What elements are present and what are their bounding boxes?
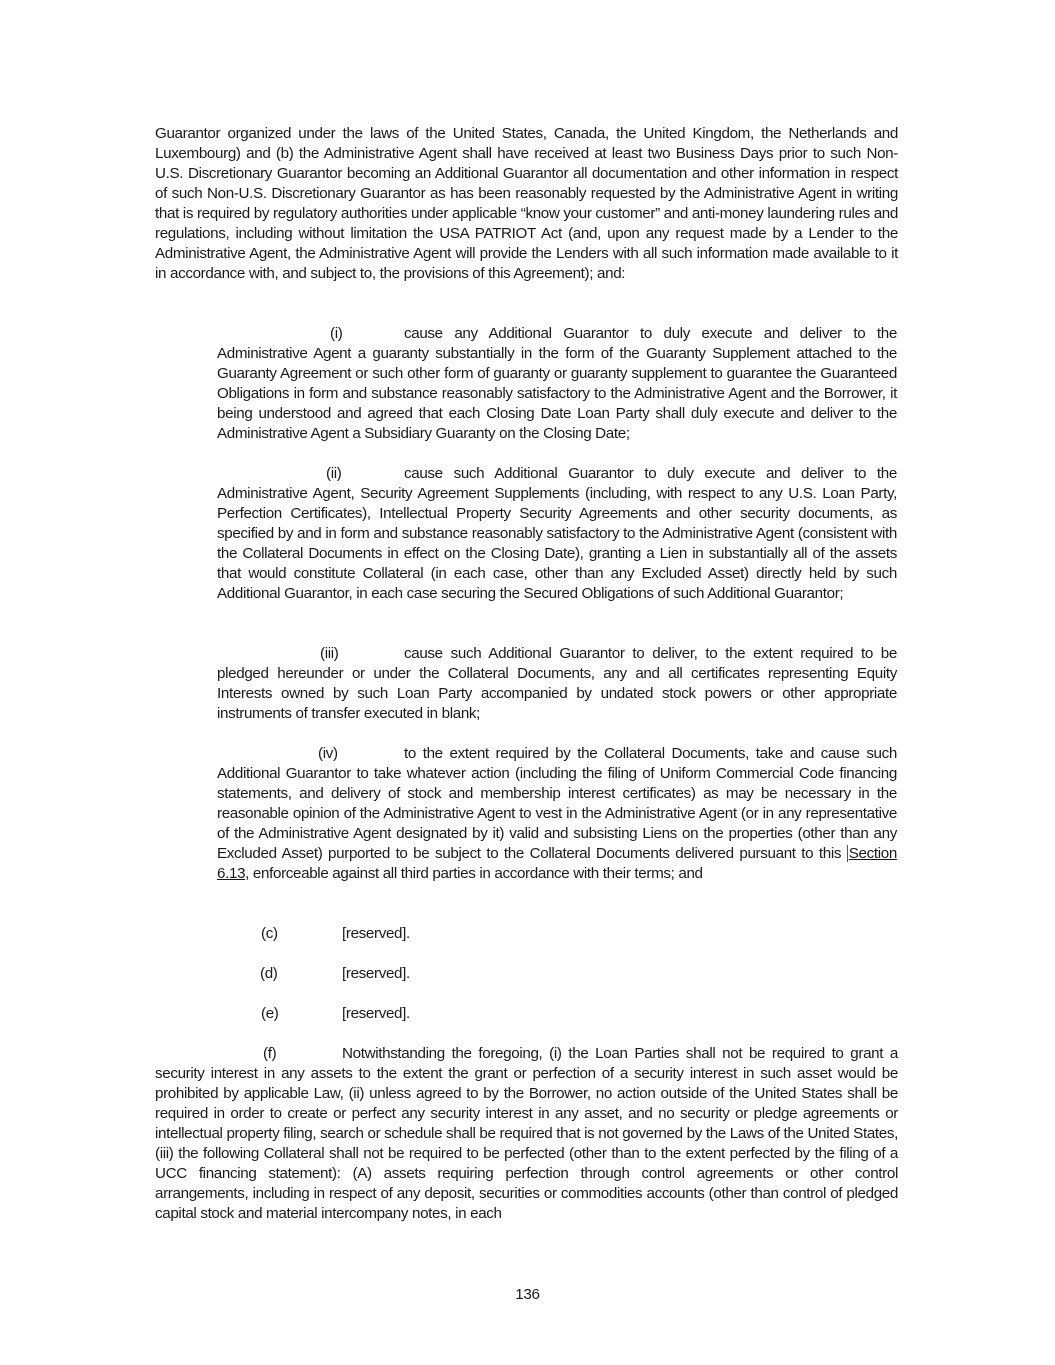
clause-e-text: [reserved]. — [342, 1005, 410, 1022]
clause-ii-text: cause such Additional Guarantor to duly execute and deliver to the Administrative Agent, Security Agreement Supplements (including, with respect to any U.S. Loan Party, Perfection Certificates), Intellectual Property Security Agreements and other security documents, as specified by and in form and substance reasonably satisfactory to the Administrative Agent (consistent with the Collateral Documents in effect on the Closing Date), granting a Lien in substantially all of the assets that would constitute Collateral (in each case, other than any Excluded Asset) directly held by such Additional Guarantor, in each case securing the Secured Obligations of such Additional Guarantor; — [217, 465, 897, 602]
clause-d-label: (d) — [260, 965, 278, 982]
clause-iv — [217, 744, 897, 884]
page-number: 136 — [515, 1286, 540, 1303]
clause-d-text: [reserved]. — [342, 965, 410, 982]
clause-f-text: Notwithstanding the foregoing, (i) the Loan Parties shall not be required to grant a security interest in any assets to the extent the grant or perfection of a security interest in such asset would be prohibited by applicable Law, (ii) unless agreed to by the Borrower, no action outside of the United States shall be required in order to create or perfect any security interest in any asset, and no security or pledge agreements or intellectual property filing, search or schedule shall be required that is not governed by the Laws of the United States, (iii) the following Collateral shall not be required to be perfected (other than to the extent perfected by the filing of a UCC financing statement): (A) assets requiring perfection through control agreements or other control arrangements, including in respect of any deposit, securities or commodities accounts (other than control of pledged capital stock and material intercompany notes, in each — [155, 1045, 898, 1222]
clause-iv-text-after: , enforceable against all third parties in accordance with their terms; and — [245, 865, 703, 882]
clause-iii-text: cause such Additional Guarantor to deliver, to the extent required to be pledged hereunder or under the Collateral Documents, any and all certificates representing Equity Interests owned by such Loan Party accompanied by undated stock powers or other appropriate instruments of transfer executed in blank; — [217, 645, 897, 722]
clause-ii — [217, 464, 897, 604]
clause-iv-label: (iv) — [318, 745, 338, 762]
clause-iii-label: (iii) — [320, 645, 339, 662]
intro-paragraph: Guarantor organized under the laws of the United States, Canada, the United Kingdom, the Netherlands and Luxembourg) and (b) the Administrative Agent shall have received at least two Business Days prior to such Non-U.S. Discretionary Guarantor becoming an Additional Guarantor all documentation and other information in respect of such Non-U.S. Discretionary Guarantor as has been reasonably requested by the Administrative Agent in writing that is required by regulatory authorities under applicable “know your customer” and anti-money laundering rules and regulations, including without limitation the USA PATRIOT Act (and, upon any request made by a Lender to the Administrative Agent, the Administrative Agent will provide the Lenders with all such information made available to it in accordance with, and subject to, the provisions of this Agreement); and: — [155, 125, 898, 282]
clause-f-label: (f) — [263, 1045, 277, 1062]
clause-iv-text-before: to the extent required by the Collateral Documents, take and cause such Additional Guarantor to take whatever action (including the filing of Uniform Commercial Code financing statements, and delivery of stock and membership interest certificates) as may be necessary in the reasonable opinion of the Administrative Agent to vest in the Administrative Agent (or in any representative of the Administrative Agent designated by it) valid and subsisting Liens on the properties (other than any Excluded Asset) purported to be subject to the Collateral Documents delivered pursuant to this — [217, 745, 897, 862]
clause-f — [155, 1044, 898, 1224]
clause-c-text: [reserved]. — [342, 925, 410, 942]
clause-c-label: (c) — [261, 925, 278, 942]
clause-i-label: (i) — [330, 325, 343, 342]
clause-i-text: cause any Additional Guarantor to duly execute and deliver to the Administrative Agent a guaranty substantially in the form of the Guaranty Supplement attached to the Guaranty Agreement or such other form of guaranty or guaranty supplement to guarantee the Guaranteed Obligations in form and substance reasonably satisfactory to the Administrative Agent and the Borrower, it being understood and agreed that each Closing Date Loan Party shall duly execute and deliver to the Administrative Agent a Subsidiary Guaranty on the Closing Date; — [217, 325, 897, 442]
section-6-13-link[interactable]: Section 6.13 — [217, 845, 897, 882]
clause-ii-label: (ii) — [326, 465, 342, 482]
clause-iii — [217, 644, 897, 724]
clause-i — [217, 324, 897, 444]
clause-e-label: (e) — [261, 1005, 279, 1022]
